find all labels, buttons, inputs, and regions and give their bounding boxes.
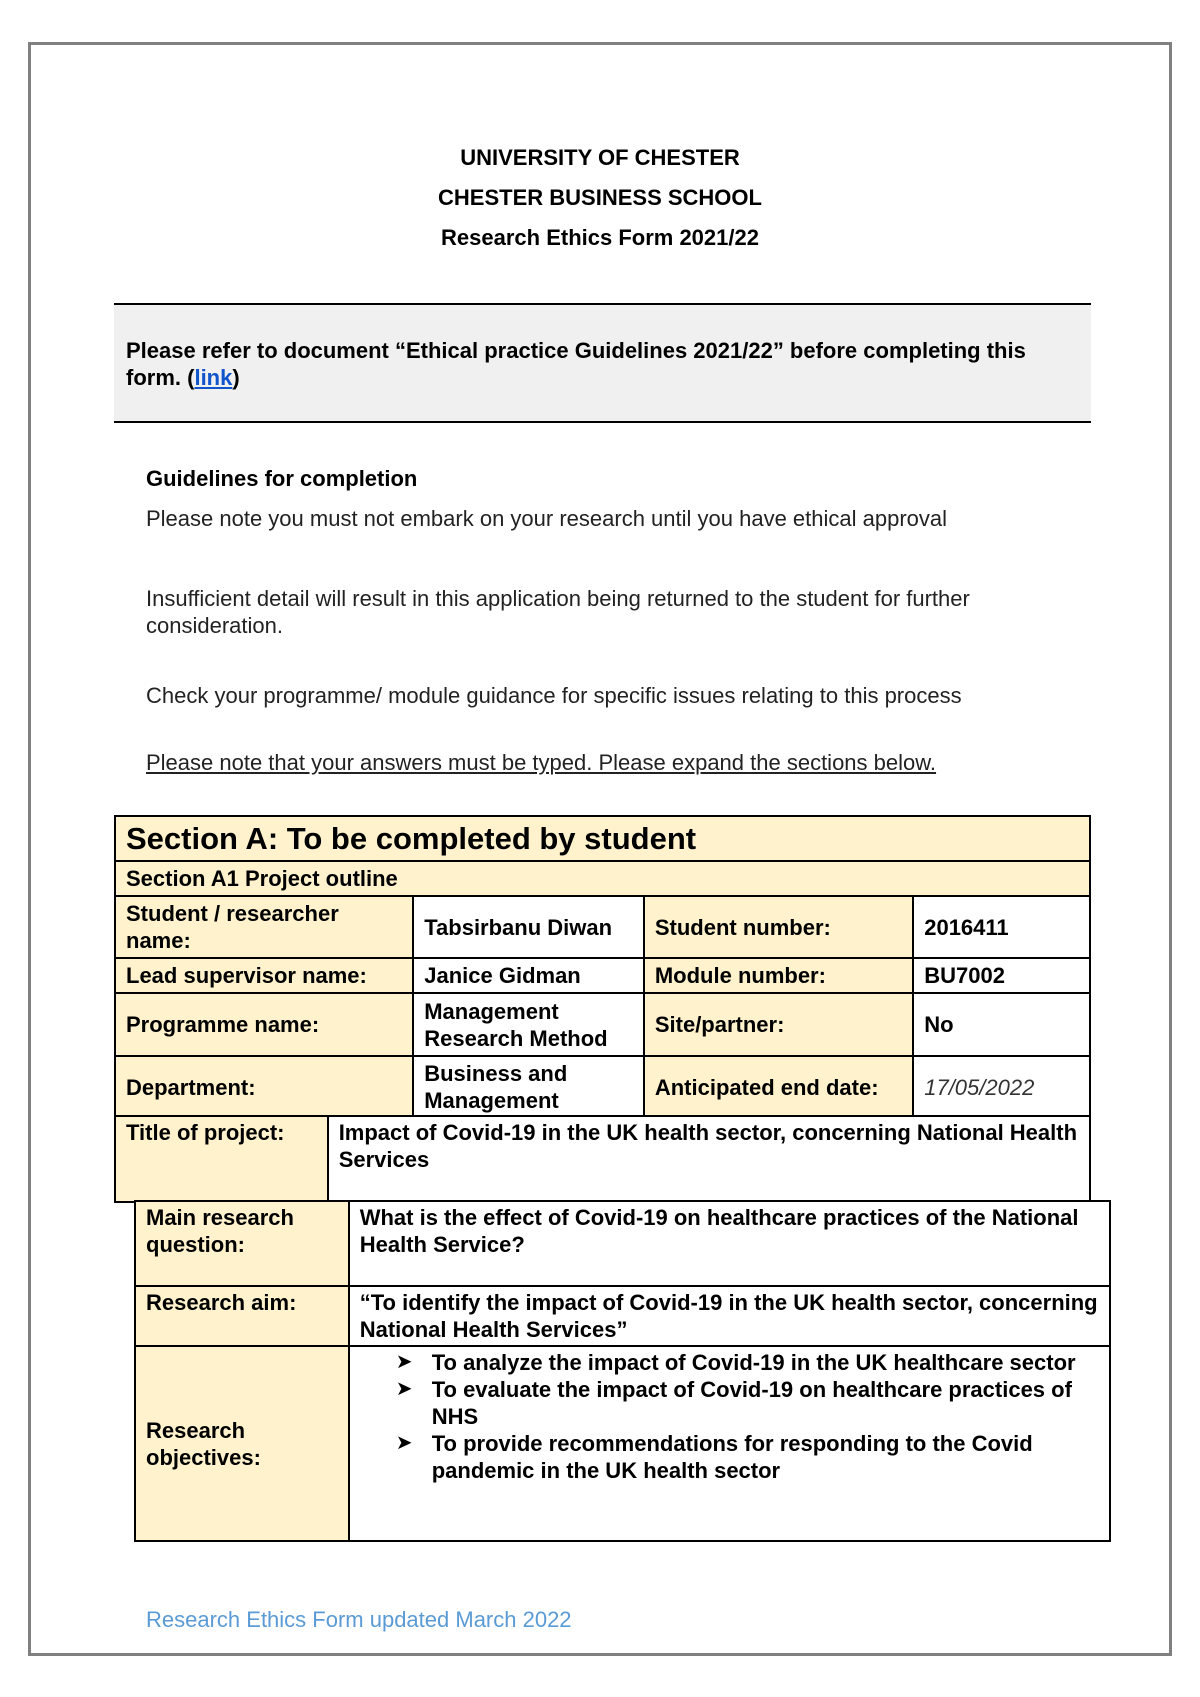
title-value[interactable]: Impact of Covid-19 in the UK health sector, concerning National Health Services	[328, 1116, 1090, 1202]
objectives-label: Research objectives:	[135, 1346, 349, 1541]
student-name-label: Student / researcher name:	[115, 896, 413, 958]
objectives-value[interactable]	[349, 1346, 1110, 1541]
guidelines-title: Guidelines for completion	[146, 466, 418, 491]
programme-value[interactable]: Management Research Method	[413, 993, 644, 1056]
site-value[interactable]: No	[913, 993, 1090, 1056]
aim-value[interactable]: “To identify the impact of Covid-19 in the UK health sector, concerning National Health Services”	[349, 1286, 1110, 1346]
school-heading: CHESTER BUSINESS SCHOOL	[438, 185, 762, 210]
module-value[interactable]: BU7002	[913, 958, 1090, 993]
objective-item: ➤ To evaluate the impact of Covid-19 on healthcare practices of NHS	[396, 1376, 1099, 1430]
student-name-value[interactable]: Tabsirbanu Diwan	[413, 896, 644, 958]
question-value[interactable]: What is the effect of Covid-19 on healthcare practices of the National Health Service?	[349, 1201, 1110, 1286]
footer-text: Research Ethics Form updated March 2022	[146, 1607, 572, 1632]
university-heading: UNIVERSITY OF CHESTER	[460, 145, 740, 170]
objective-item: ➤ To provide recommendations for responding to the Covid pandemic in the UK health sector	[396, 1430, 1099, 1484]
guideline-programme: Check your programme/ module guidance for specific issues relating to this process	[146, 683, 962, 708]
notice-text: Please refer to document “Ethical practice Guidelines 2021/22” before completing this form. (link)	[126, 338, 1026, 390]
objective-item: ➤ To analyze the impact of Covid-19 in the UK healthcare sector	[396, 1349, 1099, 1376]
end-date-label: Anticipated end date:	[644, 1056, 913, 1118]
title-table	[114, 1115, 1091, 1203]
question-label: Main research question:	[135, 1201, 349, 1286]
aim-label: Research aim:	[135, 1286, 349, 1346]
supervisor-label: Lead supervisor name:	[115, 958, 413, 993]
site-label: Site/partner:	[644, 993, 913, 1056]
section-a-table	[114, 815, 1091, 1119]
department-value[interactable]: Business and Management	[413, 1056, 644, 1118]
section-a-title: Section A: To be completed by student	[115, 816, 1090, 861]
objectives-list	[360, 1349, 1099, 1484]
supervisor-value[interactable]: Janice Gidman	[413, 958, 644, 993]
end-date-value[interactable]: 17/05/2022	[913, 1056, 1090, 1118]
guidelines-link[interactable]: link	[194, 365, 233, 390]
department-label: Department:	[115, 1056, 413, 1118]
title-label: Title of project:	[115, 1116, 328, 1202]
guideline-detail: Insufficient detail will result in this application being returned to the student for further consideration.	[146, 586, 970, 638]
research-table	[134, 1200, 1111, 1542]
programme-label: Programme name:	[115, 993, 413, 1056]
student-number-value[interactable]: 2016411	[913, 896, 1090, 958]
section-a1-subtitle: Section A1 Project outline	[115, 861, 1090, 896]
guideline-approval: Please note you must not embark on your research until you have ethical approval	[146, 506, 948, 531]
notice-box	[114, 303, 1091, 423]
form-title: Research Ethics Form 2021/22	[441, 225, 759, 250]
module-label: Module number:	[644, 958, 913, 993]
student-number-label: Student number:	[644, 896, 913, 958]
guideline-typed: Please note that your answers must be typed. Please expand the sections below.	[146, 750, 937, 775]
